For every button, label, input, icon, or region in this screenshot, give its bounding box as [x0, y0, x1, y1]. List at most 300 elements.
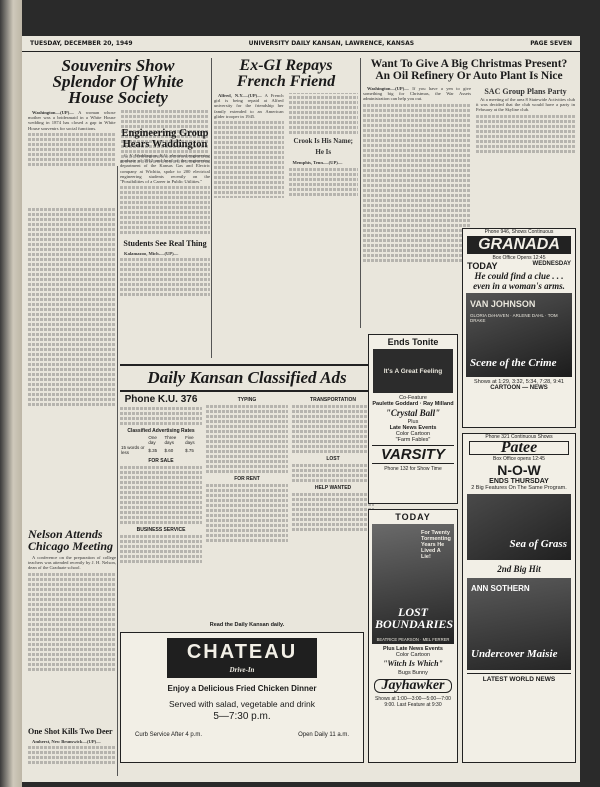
- text-line: [206, 494, 288, 497]
- text-line: [363, 119, 471, 122]
- text-line: [206, 440, 288, 443]
- text-line: [28, 618, 116, 621]
- varsity-ad: [368, 334, 458, 504]
- souvenirs-headline: Souvenirs Show Splendor Of White House Society: [52, 58, 184, 107]
- christmas-headline: Want To Give A Big Christmas Present? An Oil Refinery Or Auto Plant Is Nice: [370, 58, 568, 82]
- nelson-headline: Nelson Attends Chicago Meeting: [28, 528, 114, 553]
- text-line: [214, 126, 284, 129]
- granada-box-office: Box Office Opens 12:45: [492, 255, 546, 261]
- text-line: [214, 151, 284, 154]
- jayhawker-plus: Plus Late News Events: [383, 646, 443, 652]
- column-rule: [360, 58, 361, 328]
- text-line: [120, 481, 202, 484]
- granada-star: VAN JOHNSON: [470, 299, 536, 309]
- text-line: [120, 288, 210, 291]
- text-line: [28, 348, 116, 351]
- souvenirs-continued: [28, 206, 116, 526]
- text-line: [214, 121, 284, 124]
- text-line: [120, 422, 202, 425]
- text-line: [206, 415, 288, 418]
- varsity-stars: Paulette Goddard · Ray Milland: [372, 401, 454, 407]
- rate-header-cell: [120, 435, 147, 445]
- text-line: [120, 263, 210, 266]
- jayhawker-title: Jayhawker: [374, 679, 452, 693]
- chateau-subtitle: Drive-In: [229, 665, 255, 674]
- text-line: [28, 248, 116, 251]
- text-line: [120, 550, 202, 553]
- column-rule: [117, 166, 118, 776]
- text-line: [120, 231, 210, 234]
- masthead: [22, 36, 580, 52]
- classified-headline: Daily Kansan Classified Ads: [120, 364, 374, 392]
- text-line: [120, 501, 202, 504]
- engineering-body: [120, 153, 210, 234]
- text-line: [120, 506, 202, 509]
- text-line: [292, 464, 374, 467]
- text-line: [206, 410, 288, 413]
- text-line: [292, 430, 374, 433]
- text-line: [289, 121, 359, 124]
- text-line: [120, 206, 210, 209]
- text-line: [28, 133, 116, 136]
- varsity-news: Late News Events: [389, 425, 437, 431]
- text-line: [28, 258, 116, 261]
- students-dateline: Kalamazoo, Mich.—(UP)—: [124, 251, 179, 257]
- text-line: [28, 578, 116, 581]
- patee-title: Patee: [469, 441, 569, 455]
- text-line: [28, 148, 116, 151]
- text-line: [363, 244, 471, 247]
- patee-poster-2: [467, 578, 571, 670]
- text-line: [206, 405, 288, 408]
- text-line: [206, 509, 288, 512]
- granada-phone: Phone 946, Shows Continuous: [484, 229, 554, 235]
- text-line: [476, 125, 575, 128]
- chateau-logo: [167, 638, 317, 678]
- text-line: [120, 560, 202, 563]
- varsity-plus: Plus: [407, 419, 419, 425]
- text-line: [120, 471, 202, 474]
- text-line: [289, 173, 359, 176]
- patee-now: N-O-W: [497, 462, 541, 478]
- text-line: [120, 521, 202, 524]
- patee-footer: LATEST WORLD NEWS: [467, 673, 571, 683]
- text-line: [214, 166, 284, 169]
- text-line: [28, 293, 116, 296]
- rate-cell: $.60: [164, 447, 174, 453]
- newspaper-page: [22, 36, 580, 782]
- text-line: [28, 643, 116, 646]
- rate-header-cell: One day: [148, 435, 157, 445]
- text-line: [120, 491, 202, 494]
- text-line: [292, 474, 374, 477]
- text-line: [214, 176, 284, 179]
- exgi-body: [214, 93, 358, 198]
- text-line: [120, 221, 210, 224]
- text-line: [206, 519, 288, 522]
- varsity-title: VARSITY: [372, 445, 454, 464]
- chateau-served: Served with salad, vegetable and drink: [168, 699, 315, 709]
- text-line: [28, 288, 116, 291]
- text-line: [28, 273, 116, 276]
- nelson-article: [28, 528, 116, 723]
- text-line: [292, 415, 374, 418]
- text-line: [363, 174, 471, 177]
- text-line: [363, 209, 471, 212]
- text-line: [28, 363, 116, 366]
- text-line: [28, 303, 116, 306]
- jayhawker-cartoon: Color Cartoon: [395, 652, 431, 658]
- text-line: [363, 219, 471, 222]
- text-line: [28, 658, 116, 661]
- text-line: [28, 403, 116, 406]
- varsity-cartoon-title: "Farm Fables": [395, 437, 431, 443]
- text-line: [120, 268, 210, 271]
- text-line: [476, 145, 575, 148]
- text-line: [206, 430, 288, 433]
- text-line: [120, 555, 202, 558]
- text-line: [363, 114, 471, 117]
- text-line: [363, 134, 471, 137]
- text-line: [28, 633, 116, 636]
- patee-ad: [462, 433, 576, 763]
- granada-costars: GLORIA DeHAVEN · ARLENE DAHL · TOM DRAKE: [470, 313, 558, 323]
- varsity-cofeature: Co-Feature: [399, 395, 427, 401]
- chateau-curb: Curb Service After 4 p.m.: [135, 732, 203, 738]
- text-line: [28, 338, 116, 341]
- text-line: [292, 508, 374, 511]
- text-line: [292, 420, 374, 423]
- exgi-article: [214, 58, 358, 363]
- text-line: [363, 259, 471, 262]
- text-line: [214, 156, 284, 159]
- text-line: [28, 208, 116, 211]
- text-line: [363, 129, 471, 132]
- classified-section: [120, 364, 374, 628]
- text-line: [120, 273, 210, 276]
- text-line: [292, 518, 374, 521]
- classified-footer: Read the Daily Kansan daily.: [209, 622, 285, 628]
- jayhawker-ad: [368, 509, 458, 763]
- text-line: [28, 318, 116, 321]
- text-line: [289, 193, 359, 196]
- rate-header-cell: Three days: [164, 435, 177, 445]
- text-line: [292, 425, 374, 428]
- text-line: [206, 435, 288, 438]
- jayhawker-today: TODAY: [395, 512, 431, 522]
- one-shot-dateline: Amherst, New Brunswick—(UP)—: [32, 739, 101, 744]
- jayhawker-film: LOST BOUNDARIES: [375, 605, 454, 631]
- column-rule: [211, 58, 212, 358]
- text-line: [363, 154, 471, 157]
- jayhawker-side: For Twenty Tormenting Years He Lived A Lie!: [421, 530, 451, 560]
- text-line: [28, 143, 116, 146]
- text-line: [28, 358, 116, 361]
- engineering-article: [120, 128, 210, 338]
- text-line: [28, 263, 116, 266]
- category-for-rent: FOR RENT: [234, 476, 260, 482]
- rates-title: Classified Advertising Rates: [127, 428, 195, 434]
- text-line: [28, 756, 116, 759]
- text-line: [206, 484, 288, 487]
- text-line: [206, 425, 288, 428]
- text-line: [120, 476, 202, 479]
- text-line: [28, 608, 116, 611]
- text-line: [28, 333, 116, 336]
- text-line: [28, 158, 116, 161]
- text-line: [292, 498, 374, 501]
- text-line: [28, 253, 116, 256]
- text-line: [289, 178, 359, 181]
- text-line: [28, 308, 116, 311]
- granada-tagline: He could find a clue . . . even in a woman's arms.: [473, 271, 565, 291]
- engineering-lead: C. V. Waddington, K.U. electrical engineering graduate of 1912 and head of the engineering department of the Kansas Gas and Electric company at Wichita, spoke to 200 electrical engineering students recently on the "Possibilities of a Career in Public Utilities.": [120, 153, 210, 185]
- text-line: [363, 249, 471, 252]
- text-line: [28, 761, 116, 764]
- text-line: [363, 189, 471, 192]
- text-line: [28, 613, 116, 616]
- rate-cell: 15 words or less: [121, 445, 145, 455]
- text-line: [289, 101, 359, 104]
- text-line: [28, 383, 116, 386]
- patee-phone: Phone 321 Continuous Shows: [485, 434, 553, 440]
- text-line: [214, 191, 284, 194]
- text-line: [363, 224, 471, 227]
- text-line: [363, 194, 471, 197]
- text-line: [292, 523, 374, 526]
- chateau-tagline: Enjoy a Delicious Fried Chicken Dinner: [167, 684, 317, 693]
- text-line: [292, 513, 374, 516]
- text-line: [206, 534, 288, 537]
- jayhawker-last: 9:00. Last Feature at 9:30: [384, 702, 442, 708]
- text-line: [292, 450, 374, 453]
- text-line: [289, 168, 359, 171]
- text-line: [28, 228, 116, 231]
- jayhawker-bunny: Bugs Bunny: [398, 670, 428, 676]
- patee-double: 2 Big Features On The Same Program.: [471, 485, 567, 491]
- patee-film2: Undercover Maisie: [471, 648, 558, 660]
- text-line: [120, 407, 202, 410]
- exgi-lead: A French girl is being repaid at Alfred university for the friendship her family extended to an American glider trooper in 1945.: [214, 93, 284, 119]
- text-line: [476, 140, 575, 143]
- text-line: [120, 278, 210, 281]
- text-line: [120, 511, 202, 514]
- text-line: [214, 136, 284, 139]
- text-line: [289, 106, 359, 109]
- text-line: [363, 234, 471, 237]
- text-line: [363, 229, 471, 232]
- text-line: [206, 529, 288, 532]
- text-line: [28, 593, 116, 596]
- text-line: [476, 150, 575, 153]
- text-line: [28, 328, 116, 331]
- text-line: [28, 298, 116, 301]
- issue-date: TUESDAY, DECEMBER 20, 1949: [30, 40, 133, 47]
- christmas-body: [363, 86, 471, 264]
- text-line: [206, 499, 288, 502]
- text-line: [28, 598, 116, 601]
- rates-table: [120, 435, 202, 455]
- text-line: [206, 465, 288, 468]
- granada-today: TODAY: [467, 261, 498, 271]
- text-line: [120, 201, 210, 204]
- crook-headline: Crook Is His Name; He Is: [293, 137, 354, 157]
- granada-extra: CARTOON — NEWS: [490, 385, 548, 391]
- text-line: [120, 226, 210, 229]
- text-line: [206, 470, 288, 473]
- text-line: [120, 417, 202, 420]
- classified-col-1: [120, 394, 202, 565]
- text-line: [121, 115, 209, 118]
- category-transportation: TRANSPORTATION: [310, 397, 356, 403]
- text-line: [206, 450, 288, 453]
- text-line: [121, 110, 209, 113]
- text-line: [292, 503, 374, 506]
- granada-poster: [466, 293, 572, 377]
- text-line: [363, 124, 471, 127]
- varsity-film: It's A Great Feeling: [383, 367, 443, 375]
- text-line: [28, 353, 116, 356]
- text-line: [28, 378, 116, 381]
- text-line: [120, 211, 210, 214]
- text-line: [476, 120, 575, 123]
- text-line: [206, 539, 288, 542]
- paper-name: UNIVERSITY DAILY KANSAN, LAWRENCE, KANSAS: [248, 40, 415, 47]
- text-line: [28, 583, 116, 586]
- text-line: [289, 116, 359, 119]
- text-line: [120, 545, 202, 548]
- chateau-ad: [120, 632, 364, 763]
- jayhawker-poster: [372, 524, 454, 644]
- students-headline: Students See Real Thing: [123, 239, 207, 249]
- text-line: [28, 628, 116, 631]
- text-line: [28, 343, 116, 346]
- text-line: [120, 191, 210, 194]
- exgi-headline: Ex-GI Repays French Friend: [236, 58, 336, 90]
- text-line: [206, 445, 288, 448]
- text-line: [214, 186, 284, 189]
- text-line: [292, 469, 374, 472]
- varsity-film2: "Crystal Ball": [385, 408, 441, 418]
- text-line: [28, 603, 116, 606]
- text-line: [28, 278, 116, 281]
- text-line: [363, 239, 471, 242]
- text-line: [28, 388, 116, 391]
- text-line: [363, 179, 471, 182]
- text-line: [206, 524, 288, 527]
- scan-edge: [0, 0, 22, 787]
- text-line: [363, 109, 471, 112]
- text-line: [363, 164, 471, 167]
- text-line: [120, 216, 210, 219]
- text-line: [289, 131, 359, 134]
- category-business-service: BUSINESS SERVICE: [136, 527, 186, 533]
- text-line: [28, 573, 116, 576]
- text-line: [28, 638, 116, 641]
- text-line: [120, 496, 202, 499]
- text-line: [476, 115, 575, 118]
- crook-dateline: Memphis, Tenn.—(UP)—: [292, 160, 343, 166]
- text-line: [28, 283, 116, 286]
- text-line: [363, 204, 471, 207]
- text-line: [28, 138, 116, 141]
- text-line: [120, 412, 202, 415]
- jayhawker-stars: BEATRICE PEARSON · MEL FERRER: [376, 637, 450, 642]
- text-line: [214, 161, 284, 164]
- granada-wednesday: WEDNESDAY: [532, 261, 571, 267]
- text-line: [120, 258, 210, 261]
- text-line: [292, 410, 374, 413]
- text-line: [476, 135, 575, 138]
- text-line: [28, 268, 116, 271]
- category-lost: LOST: [326, 456, 340, 462]
- granada-film: Scene of the Crime: [470, 357, 557, 369]
- text-line: [28, 213, 116, 216]
- varsity-cartoon: Color Cartoon: [395, 431, 431, 437]
- text-line: [363, 254, 471, 257]
- rate-cell: $.35: [148, 447, 158, 453]
- chateau-time: 5—7:30 p.m.: [213, 711, 271, 722]
- jayhawker-cartoon-title: "Witch Is Which": [382, 659, 443, 668]
- text-line: [363, 159, 471, 162]
- text-line: [206, 504, 288, 507]
- text-line: [206, 489, 288, 492]
- text-line: [206, 514, 288, 517]
- text-line: [292, 479, 374, 482]
- text-line: [289, 96, 359, 99]
- christmas-dateline: Washington—(UP)—: [367, 86, 409, 91]
- christmas-lead: If you have a yen to give something big for Christmas, the War Assets administration can help you out.: [363, 86, 471, 102]
- nelson-body: [28, 555, 116, 671]
- text-line: [292, 435, 374, 438]
- text-line: [28, 163, 116, 166]
- sac-lead: At a meeting of the area 8 Statewide Activities club it was decided that the club would have a party in February at the Skyline club.: [476, 97, 575, 113]
- text-line: [206, 460, 288, 463]
- text-line: [292, 405, 374, 408]
- text-line: [476, 130, 575, 133]
- text-line: [120, 466, 202, 469]
- text-line: [28, 218, 116, 221]
- text-line: [292, 440, 374, 443]
- patee-ends: ENDS THURSDAY: [489, 478, 549, 485]
- text-line: [363, 184, 471, 187]
- text-line: [214, 146, 284, 149]
- text-line: [289, 183, 359, 186]
- souvenirs-dateline: Washington—(UP)—: [32, 110, 74, 115]
- text-line: [28, 668, 116, 671]
- text-line: [120, 516, 202, 519]
- text-line: [292, 528, 374, 531]
- text-line: [28, 373, 116, 376]
- text-line: [28, 233, 116, 236]
- students-body: [120, 251, 210, 296]
- souvenirs-lead: A woman whose mother was a bridesmaid in a White House wedding in 1874 has closed a gap in White House souvenirs for social functions.: [28, 110, 116, 131]
- chateau-open: Open Daily 11 a.m.: [298, 732, 349, 738]
- text-line: [363, 199, 471, 202]
- patee-hit: 2nd Big Hit: [497, 564, 541, 574]
- varsity-ends: Ends Tonite: [387, 337, 439, 347]
- varsity-showtimes: Phone 132 for Show Time: [384, 466, 442, 472]
- category-help-wanted: HELP WANTED: [314, 485, 352, 491]
- text-line: [214, 141, 284, 144]
- text-line: [289, 111, 359, 114]
- text-line: [28, 368, 116, 371]
- text-line: [363, 169, 471, 172]
- text-line: [292, 493, 374, 496]
- jayhawker-showtimes: Shows at 1:00—3:00—5:00—7:00: [375, 696, 451, 702]
- classified-phone: Phone K.U. 376: [124, 394, 198, 405]
- one-shot-headline: One Shot Kills Two Deer: [28, 727, 113, 736]
